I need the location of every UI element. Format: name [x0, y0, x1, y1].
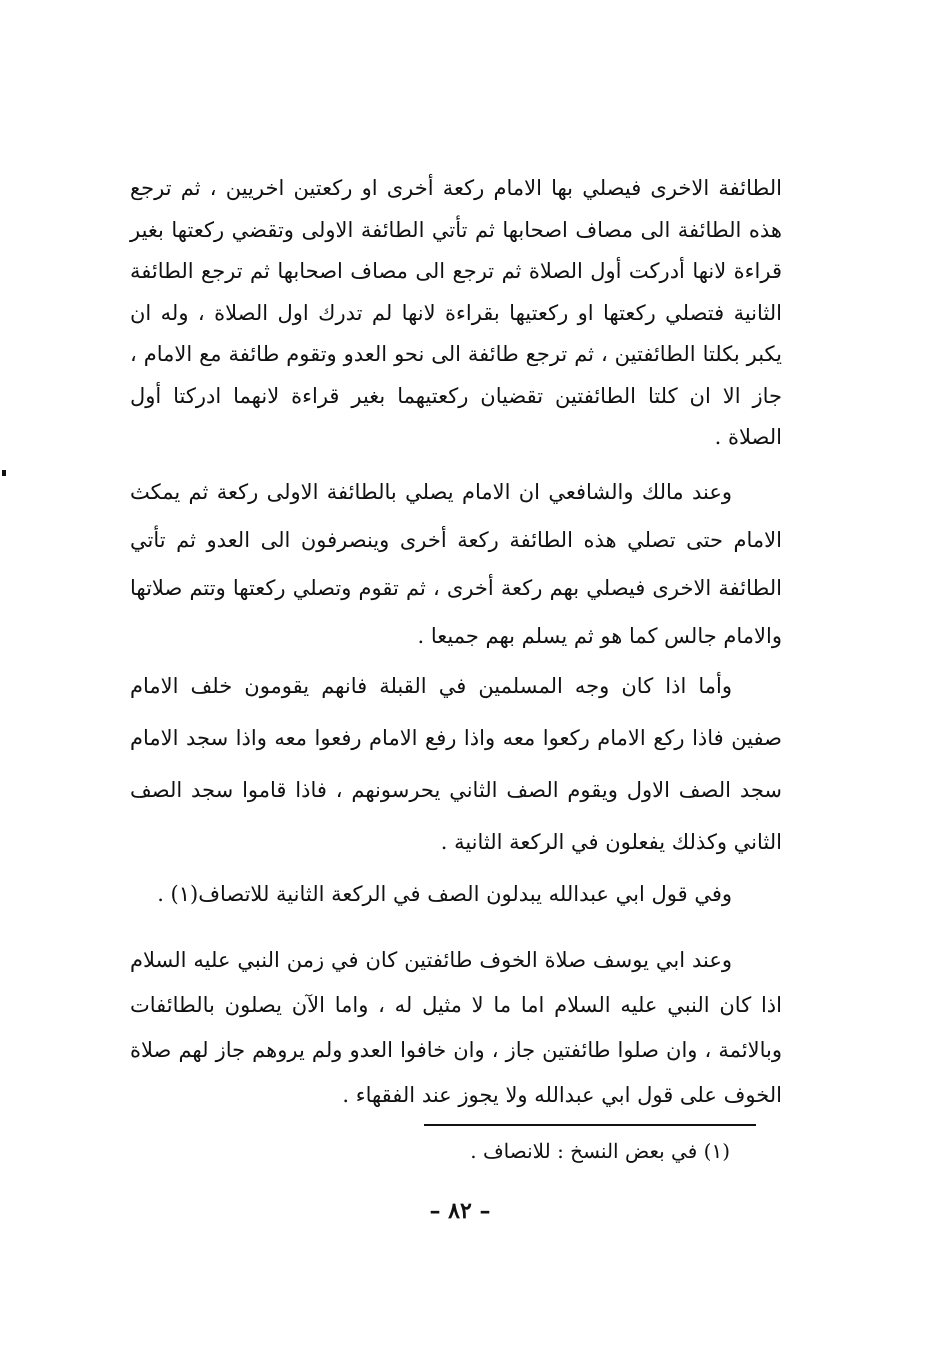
page-number: – ٨٢ – [429, 1198, 491, 1224]
footnote-divider [424, 1124, 756, 1126]
paragraph-5: وعند ابي يوسف صلاة الخوف طائفتين كان في زمن النبي عليه السلام اذا كان النبي عليه السلام اما ما لا مثيل له ، واما الآن يصلون بالطائفات وبالائمة ، وان صلوا طائفتين جاز ، وان خافوا العدو ولم يروهم جاز لهم صلاة الخوف على قول ابي عبدالله ولا يجوز عند الفقهاء . [130, 948, 782, 1107]
paragraph-1: الطائفة الاخرى فيصلي بها الامام ركعة أخرى او ركعتين اخريين ، ثم ترجع هذه الطائفة الى مصاف اصحابها ثم تأتي الطائفة الاولى وتقضي ركعتها بغير قراءة لانها أدركت أول الصلاة ثم ترجع الى مصاف اصحابها ثم ترجع الطائفة الثانية فتصلي ركعتها او ركعتيها بقراءة لانها لم تدرك اول الصلاة ، وله ان يكبر بكلتا الطائفتين ، ثم ترجع طائفة الى نحو العدو وتقوم طائفة مع الامام ، جاز الا ان كلتا الطائفتين تقضيان ركعتيهما بغير قراءة لانهما ادركتا أول الصلاة . [130, 176, 782, 449]
footnote: (١) في بعض النسخ : للانصاف . [470, 1139, 730, 1163]
paragraph-2: وعند مالك والشافعي ان الامام يصلي بالطائفة الاولى ركعة ثم يمكث الامام حتى تصلي هذه الطائفة ركعة أخرى وينصرفون الى العدو ثم تأتي الطائفة الاخرى فيصلي بهم ركعة أخرى ، ثم تقوم وتصلي ركعتها وتتم صلاتها والامام جالس كما هو ثم يسلم بهم جميعا . [130, 480, 782, 648]
paragraph-4: وفي قول ابي عبدالله يبدلون الصف في الركعة الثانية للاتصاف(١) . [157, 882, 732, 906]
paragraph-3: وأما اذا كان وجه المسلمين في القبلة فانهم يقومون خلف الامام صفين فاذا ركع الامام ركعوا معه واذا رفع الامام رفعوا معه واذا سجد الامام سجد الصف الاول ويقوم الصف الثاني يحرسونهم ، فاذا قاموا سجد الصف الثاني وكذلك يفعلون في الركعة الثانية . [130, 674, 782, 854]
margin-mark [2, 470, 6, 476]
